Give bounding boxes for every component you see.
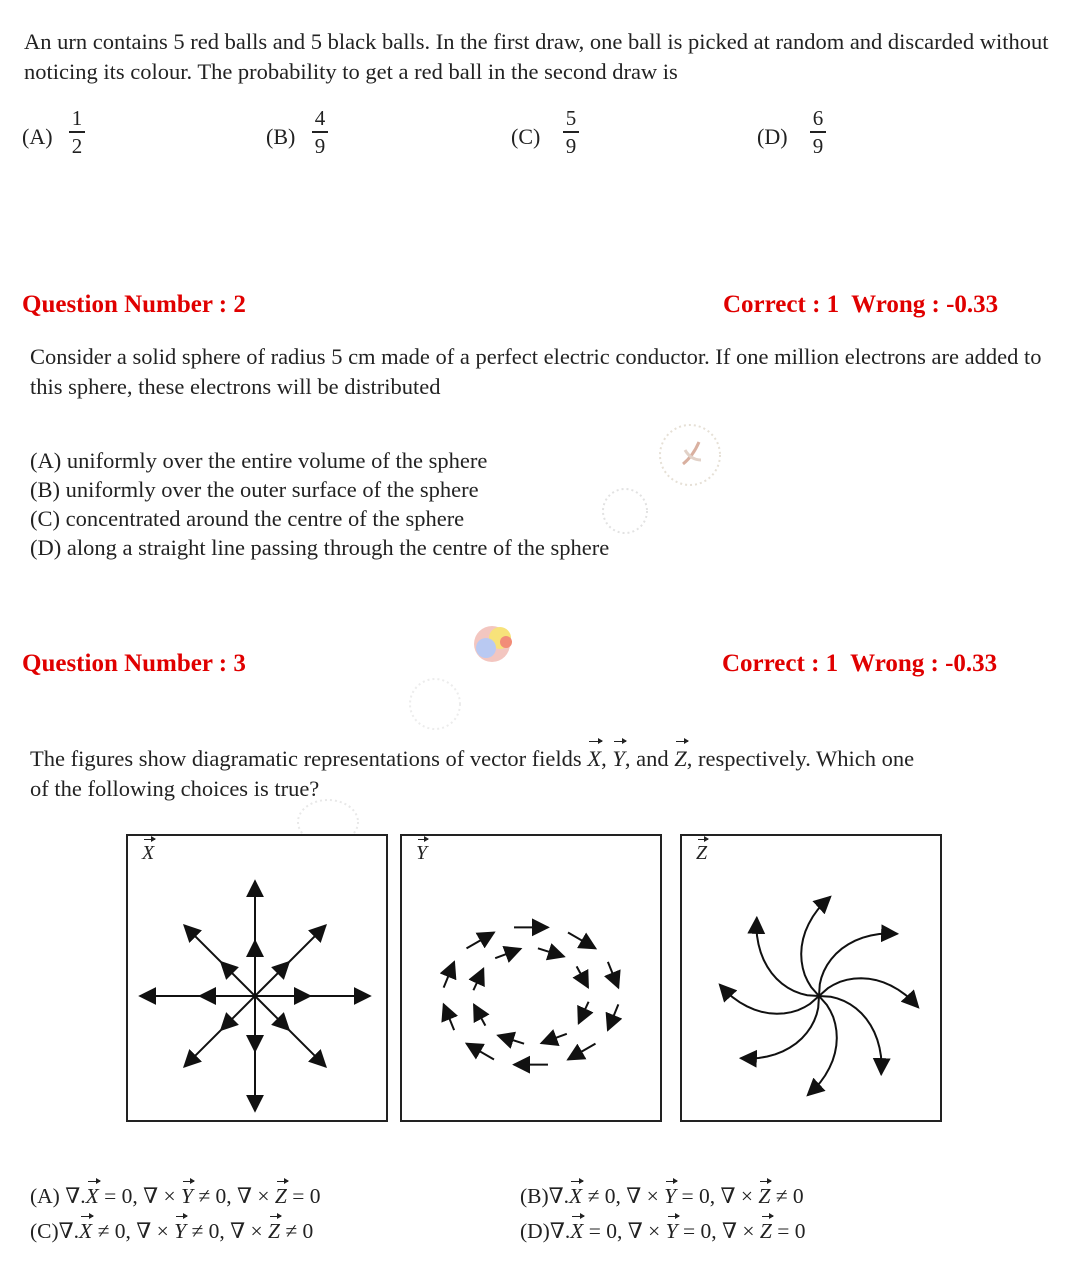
vector-field-y-panel <box>400 834 662 1122</box>
circulation-arrow <box>444 962 455 988</box>
circulation-arrow <box>577 966 588 987</box>
circulation-arrow <box>568 932 596 948</box>
option-b-label[interactable]: (B) <box>266 124 296 149</box>
question-2-choices <box>30 446 609 562</box>
question-1-text: An urn contains 5 red balls and 5 black balls. In the first draw, one ball is picked at random and discarded without noticing its colour. The probability to get a red ball in the second draw is <box>24 29 1049 84</box>
watermark-logo <box>470 620 522 668</box>
question-2-text: Consider a solid sphere of radius 5 cm made of a perfect electric conductor. If one million electrons are added to this sphere, these electrons will be distributed <box>30 344 1042 399</box>
panel-y-label: Y <box>416 842 428 864</box>
question-3-header: Question Number : 3 <box>22 650 246 677</box>
choice-b[interactable]: (B) uniformly over the outer surface of the sphere <box>30 477 479 502</box>
choice-d[interactable]: (D) along a straight line passing through the centre of the sphere <box>30 535 610 560</box>
spiral-arrow <box>720 985 819 1014</box>
option-c-label[interactable]: (C) <box>511 124 541 149</box>
option-d-label[interactable]: (D) <box>757 124 788 149</box>
radial-field-diagram <box>128 836 386 1120</box>
circulation-arrow <box>568 1044 596 1060</box>
spiral-arrow <box>808 996 837 1095</box>
radial-arrow <box>184 996 255 1067</box>
vec-z: Z <box>674 744 687 774</box>
radial-mid-arrowhead <box>221 1029 222 1030</box>
question-2-header: Question Number : 2 <box>22 291 246 318</box>
option-b-fraction: 4 9 <box>310 106 330 158</box>
radial-mid-arrowhead <box>288 962 289 963</box>
option-a-fraction: 1 2 <box>67 106 87 158</box>
watermark-stamp-1 <box>655 420 725 490</box>
panel-x-label: X <box>142 842 155 864</box>
circulation-arrow <box>495 949 521 958</box>
circulation-arrow <box>474 1005 485 1026</box>
option-c-fraction: 5 9 <box>561 106 581 158</box>
watermark-stamp-2 <box>592 484 658 538</box>
watermark-stamp-3 <box>402 676 468 732</box>
option-a-label[interactable]: (A) <box>22 124 53 149</box>
circulation-arrow <box>498 1035 524 1043</box>
vector-field-x-panel <box>126 834 388 1122</box>
circulating-field-diagram <box>402 836 660 1120</box>
circulation-arrow <box>579 1002 589 1024</box>
option-d-fraction: 6 9 <box>808 106 828 158</box>
circulation-arrow <box>608 1004 619 1030</box>
circulation-arrow <box>541 1034 567 1043</box>
circulation-arrow <box>538 948 564 956</box>
q3-option-b[interactable]: (B)∇.X ≠ 0, ∇ × Y = 0, ∇ × Z ≠ 0 <box>520 1184 804 1208</box>
vec-y: Y <box>612 744 625 774</box>
circulation-arrow <box>466 1044 494 1060</box>
spiral-arrow <box>819 978 918 1007</box>
vector-field-z-panel <box>680 834 942 1122</box>
circulation-arrow <box>467 932 495 948</box>
circulation-arrow <box>473 969 483 991</box>
radial-mid-arrowhead <box>221 962 222 963</box>
circulation-arrow <box>444 1004 455 1030</box>
q3-option-c[interactable]: (C)∇.X ≠ 0, ∇ × Y ≠ 0, ∇ × Z ≠ 0 <box>30 1219 314 1243</box>
spiral-field-diagram <box>682 836 940 1120</box>
circulation-arrow <box>608 962 619 988</box>
choice-a[interactable]: (A) uniformly over the entire volume of the sphere <box>30 448 488 473</box>
question-3-text: The figures show diagramatic representations of vector fields X, Y, and Z, respectively. Which one of the following choices is true? <box>30 746 915 801</box>
radial-arrow <box>255 996 326 1067</box>
radial-mid-arrowhead <box>288 1029 289 1030</box>
spiral-arrow <box>801 897 830 996</box>
panel-z-label: Z <box>696 842 708 864</box>
vec-x: X <box>587 744 601 774</box>
choice-c[interactable]: (C) concentrated around the centre of the sphere <box>30 506 465 531</box>
question-2-marks: Correct : 1 Wrong : -0.33 <box>723 291 999 318</box>
question-3-marks: Correct : 1 Wrong : -0.33 <box>722 650 998 677</box>
radial-arrow <box>184 925 255 996</box>
radial-arrow <box>255 925 326 996</box>
q3-option-d[interactable]: (D)∇.X = 0, ∇ × Y = 0, ∇ × Z = 0 <box>520 1219 806 1243</box>
q3-option-a[interactable]: (A) ∇.X = 0, ∇ × Y ≠ 0, ∇ × Z = 0 <box>30 1184 321 1208</box>
